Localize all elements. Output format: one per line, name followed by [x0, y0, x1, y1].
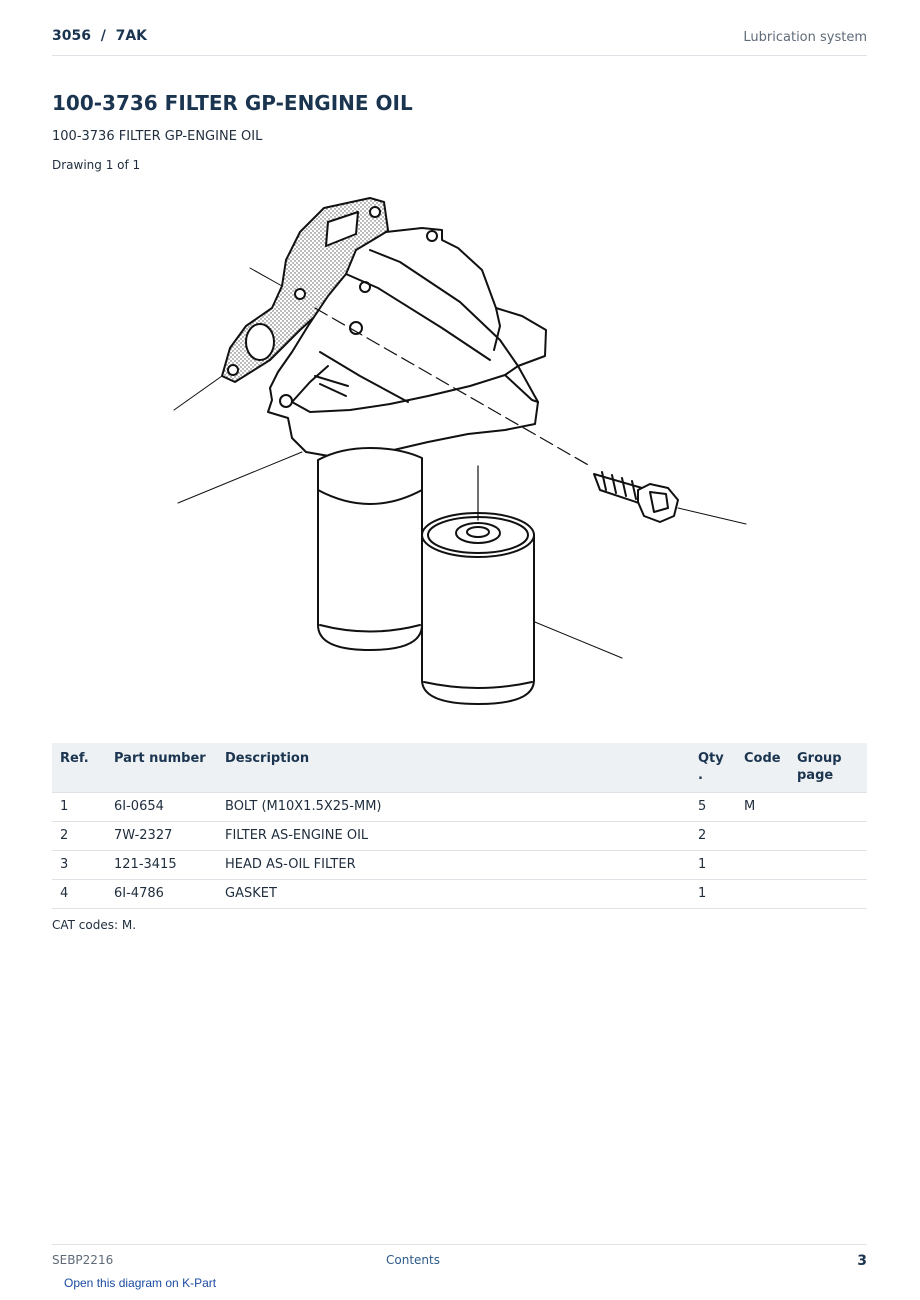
oil-filter-group-exploded-drawing	[160, 190, 760, 720]
contents-link[interactable]: Contents	[386, 1253, 440, 1267]
cell-group-page	[789, 793, 867, 822]
page-header	[52, 28, 867, 56]
cell-ref: 1	[52, 793, 106, 822]
table-row	[52, 880, 867, 909]
header-ref: Ref.	[52, 743, 106, 793]
bolt-part	[594, 472, 678, 522]
document-id: SEBP2216	[52, 1253, 114, 1267]
section-name: Lubrication system	[743, 30, 867, 45]
drawing-count: Drawing 1 of 1	[52, 158, 141, 172]
page-footer	[52, 1244, 867, 1269]
cell-group-page	[789, 822, 867, 851]
engine-model: 3056 / 7AK	[52, 28, 147, 44]
cell-code	[736, 880, 789, 909]
header-part-number: Part number	[106, 743, 217, 793]
filter-right-part	[422, 513, 534, 704]
cell-ref: 3	[52, 851, 106, 880]
cell-ref: 2	[52, 822, 106, 851]
page-title: 100-3736 FILTER GP-ENGINE OIL	[52, 91, 413, 115]
cell-ref: 4	[52, 880, 106, 909]
header-description: Description	[217, 743, 690, 793]
parts-table	[52, 743, 867, 909]
cell-part-number: 7W-2327	[106, 822, 217, 851]
cell-qty: 5	[690, 793, 736, 822]
table-row	[52, 851, 867, 880]
cell-code	[736, 822, 789, 851]
header-code: Code	[736, 743, 789, 793]
cell-part-number: 121-3415	[106, 851, 217, 880]
cell-group-page	[789, 880, 867, 909]
table-header-row	[52, 743, 867, 793]
cell-description: BOLT (M10X1.5X25-MM)	[217, 793, 690, 822]
cell-qty: 2	[690, 822, 736, 851]
cell-part-number: 6I-4786	[106, 880, 217, 909]
cell-description: HEAD AS-OIL FILTER	[217, 851, 690, 880]
filter-left-part	[318, 448, 422, 650]
page-subtitle: 100-3736 FILTER GP-ENGINE OIL	[52, 129, 263, 144]
cat-codes-note: CAT codes: M.	[52, 918, 137, 932]
header-group-page	[789, 743, 867, 793]
header-group-line2: page	[797, 768, 834, 783]
header-qty-line2: .	[698, 768, 703, 783]
cell-description: FILTER AS-ENGINE OIL	[217, 822, 690, 851]
cell-group-page	[789, 851, 867, 880]
cell-description: GASKET	[217, 880, 690, 909]
table-row	[52, 793, 867, 822]
cell-qty: 1	[690, 851, 736, 880]
open-k-part-link[interactable]: Open this diagram on K-Part	[64, 1276, 217, 1290]
cell-part-number: 6I-0654	[106, 793, 217, 822]
page-number: 3	[857, 1253, 867, 1269]
cell-code: M	[736, 793, 789, 822]
header-qty-line1: Qty	[698, 751, 724, 766]
table-row	[52, 822, 867, 851]
header-group-line1: Group	[797, 751, 842, 766]
cell-qty: 1	[690, 880, 736, 909]
cell-code	[736, 851, 789, 880]
header-qty	[690, 743, 736, 793]
